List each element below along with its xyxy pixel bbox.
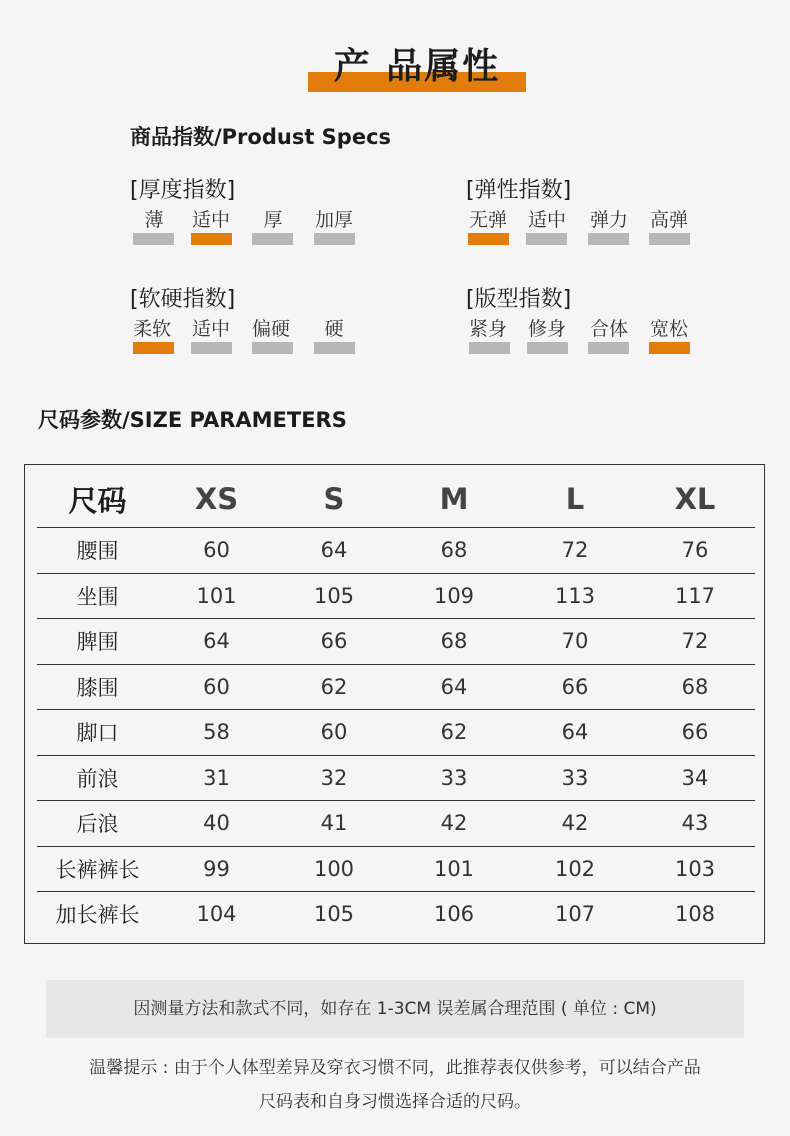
spec-level-bar [469, 342, 510, 354]
table-row [37, 892, 755, 937]
size-value: 68 [393, 619, 515, 665]
size-value: 99 [158, 846, 275, 892]
size-value: 107 [554, 902, 596, 927]
size-value: 42 [515, 801, 635, 847]
size-value: 60 [158, 664, 275, 710]
spec-level-bar [314, 233, 355, 245]
specs-heading: 商品指数/Produst Specs [130, 125, 392, 149]
spec-group-label: [厚度指数] [130, 178, 236, 203]
size-table-container [24, 464, 765, 944]
spec-group-label: [版型指数] [466, 287, 572, 312]
spec-option: 适中 [527, 209, 566, 231]
size-value: 33 [515, 755, 635, 801]
size-value: 70 [515, 619, 635, 665]
spec-option: 无弹 [468, 209, 507, 231]
spec-level-bar [133, 342, 174, 354]
size-value: 62 [275, 664, 393, 710]
spec-option: 宽松 [649, 318, 688, 340]
size-value: 76 [635, 528, 755, 574]
size-value: 101 [393, 846, 515, 892]
spec-option: 偏硬 [251, 318, 290, 340]
tip-line-1: 温馨提示 : 由于个人体型差异及穿衣习惯不同，此推荐表仅供参考，可以结合产品 [89, 1058, 701, 1078]
spec-group-fit [466, 282, 726, 372]
table-row [37, 801, 755, 847]
row-label: 后浪 [37, 801, 158, 847]
spec-level-bar [526, 233, 567, 245]
size-value: 31 [158, 755, 275, 801]
size-table-header: M [393, 471, 515, 528]
size-value: 64 [393, 664, 515, 710]
spec-level-bar [191, 233, 232, 245]
size-value: 64 [515, 710, 635, 756]
size-value: 109 [393, 573, 515, 619]
spec-option: 薄 [144, 209, 164, 231]
spec-option: 适中 [191, 318, 230, 340]
size-value: 64 [158, 619, 275, 665]
spec-option: 适中 [191, 209, 230, 231]
size-table-header: XS [158, 471, 275, 528]
spec-level-bar [191, 342, 232, 354]
size-value: 113 [515, 573, 635, 619]
size-value: 42 [393, 801, 515, 847]
size-value: 43 [635, 801, 755, 847]
spec-option: 弹力 [589, 209, 628, 231]
row-label: 膝围 [37, 664, 158, 710]
spec-group-label: [软硬指数] [130, 287, 236, 312]
size-value: 72 [515, 528, 635, 574]
spec-group-thickness [130, 173, 390, 263]
size-value: 100 [275, 846, 393, 892]
spec-option: 紧身 [468, 318, 507, 340]
row-label: 长裤裤长 [37, 846, 158, 892]
table-row [37, 528, 755, 574]
spec-option: 硬 [324, 318, 344, 340]
spec-group-softness [130, 282, 390, 372]
spec-option: 高弹 [649, 209, 688, 231]
size-value: 40 [158, 801, 275, 847]
size-value: 108 [674, 902, 716, 927]
size-heading: 尺码参数/SIZE PARAMETERS [38, 408, 347, 432]
spec-option: 修身 [527, 318, 566, 340]
size-value: 103 [635, 846, 755, 892]
size-value: 60 [158, 528, 275, 574]
size-table-header-row [37, 471, 755, 528]
size-value: 104 [196, 902, 237, 927]
row-label: 腰围 [37, 528, 158, 574]
size-value: 34 [635, 755, 755, 801]
table-row [37, 664, 755, 710]
table-row [37, 846, 755, 892]
size-value: 33 [393, 755, 515, 801]
row-label: 前浪 [37, 755, 158, 801]
spec-option: 合体 [589, 318, 628, 340]
row-label: 加长裤长 [55, 903, 140, 928]
size-value: 105 [275, 573, 393, 619]
size-value: 68 [393, 528, 515, 574]
size-value: 101 [158, 573, 275, 619]
spec-level-bar [468, 233, 509, 245]
spec-option: 厚 [263, 209, 283, 231]
size-table-header: 尺码 [37, 471, 158, 528]
row-label: 坐围 [37, 573, 158, 619]
size-value: 68 [635, 664, 755, 710]
size-value: 41 [275, 801, 393, 847]
size-table-header: S [275, 471, 393, 528]
spec-level-bar [314, 342, 355, 354]
tip-line-2: 尺码表和自身习惯选择合适的尺码。 [259, 1092, 531, 1112]
table-row [37, 755, 755, 801]
spec-level-bar [588, 342, 629, 354]
spec-level-bar [133, 233, 174, 245]
spec-level-bar [252, 342, 293, 354]
size-value: 58 [158, 710, 275, 756]
spec-level-bar [649, 233, 690, 245]
size-table-header: L [515, 471, 635, 528]
spec-level-bar [252, 233, 293, 245]
spec-level-bar [527, 342, 568, 354]
size-table-header: XL [635, 471, 755, 528]
size-value: 102 [515, 846, 635, 892]
size-value: 64 [275, 528, 393, 574]
spec-group-label: [弹性指数] [466, 178, 572, 203]
size-value: 117 [635, 573, 755, 619]
size-value: 60 [275, 710, 393, 756]
size-value: 66 [275, 619, 393, 665]
size-value: 32 [275, 755, 393, 801]
size-value: 72 [635, 619, 755, 665]
size-value: 105 [313, 902, 355, 927]
size-value: 106 [433, 902, 475, 927]
spec-option: 加厚 [314, 209, 353, 231]
page-title: 产 品属性 [333, 46, 501, 87]
spec-level-bar [649, 342, 690, 354]
table-row [37, 573, 755, 619]
row-label: 脾围 [37, 619, 158, 665]
spec-option: 柔软 [132, 318, 171, 340]
size-value: 66 [635, 710, 755, 756]
measurement-note: 因测量方法和款式不同，如存在 1-3CM 误差属合理范围 ( 单位 : CM) [46, 980, 744, 1038]
size-value: 62 [393, 710, 515, 756]
table-row [37, 710, 755, 756]
page-title-block [308, 44, 526, 96]
table-row [37, 619, 755, 665]
size-table [37, 471, 755, 937]
size-value: 66 [515, 664, 635, 710]
spec-group-elasticity [466, 173, 726, 263]
row-label: 脚口 [37, 710, 158, 756]
spec-level-bar [588, 233, 629, 245]
